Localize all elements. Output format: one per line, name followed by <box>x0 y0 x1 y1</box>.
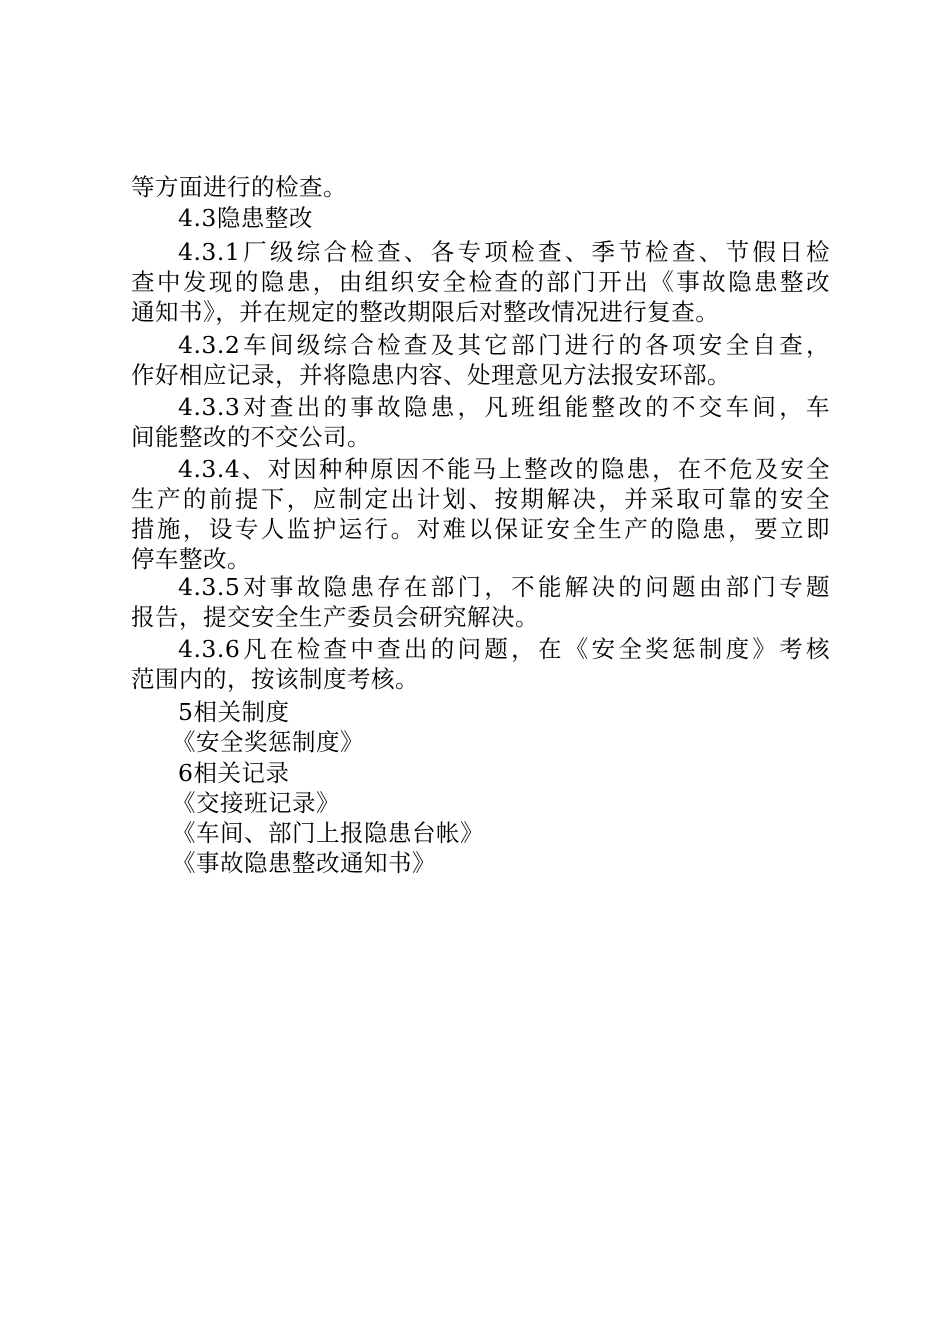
text-line: 查中发现的隐患，由组织安全检查的部门开出《事故隐患整改 <box>131 268 830 296</box>
text-line: 范围内的，按该制度考核。 <box>131 665 419 693</box>
text-line: 间能整改的不交公司。 <box>131 423 371 451</box>
text-line: 措施，设专人监护运行。对难以保证安全生产的隐患，要立即 <box>131 515 830 543</box>
text-line: 通知书》，并在规定的整改期限后对整改情况进行复查。 <box>131 298 720 326</box>
related-record: 《交接班记录》 <box>172 789 340 817</box>
text-line: 4.3.3对查出的事故隐患，凡班组能整改的不交车间，车 <box>178 393 830 421</box>
section-heading-5: 5相关制度 <box>178 698 290 726</box>
text-line: 4.3.5对事故隐患存在部门，不能解决的问题由部门专题 <box>178 573 830 601</box>
section-heading-6: 6相关记录 <box>178 759 290 787</box>
text-line: 4.3.2车间级综合检查及其它部门进行的各项安全自查， <box>178 331 830 359</box>
related-document: 《安全奖惩制度》 <box>172 728 364 756</box>
text-line: 4.3.1厂级综合检查、各专项检查、季节检查、节假日检 <box>178 238 830 266</box>
text-line: 停车整改。 <box>131 545 251 573</box>
related-record: 《车间、部门上报隐患台帐》 <box>172 819 484 847</box>
text-line: 4.3.4、对因种种原因不能马上整改的隐患，在不危及安全 <box>178 455 830 483</box>
text-line: 生产的前提下，应制定出计划、按期解决，并采取可靠的安全 <box>131 485 830 513</box>
text-line: 报告，提交安全生产委员会研究解决。 <box>131 603 539 631</box>
related-record: 《事故隐患整改通知书》 <box>172 849 436 877</box>
text-line: 作好相应记录，并将隐患内容、处理意见方法报安环部。 <box>131 361 731 389</box>
text-line: 4.3.6凡在检查中查出的问题，在《安全奖惩制度》考核 <box>178 635 830 663</box>
section-heading-4-3: 4.3隐患整改 <box>178 204 313 232</box>
text-line: 等方面进行的检查。 <box>131 173 347 201</box>
